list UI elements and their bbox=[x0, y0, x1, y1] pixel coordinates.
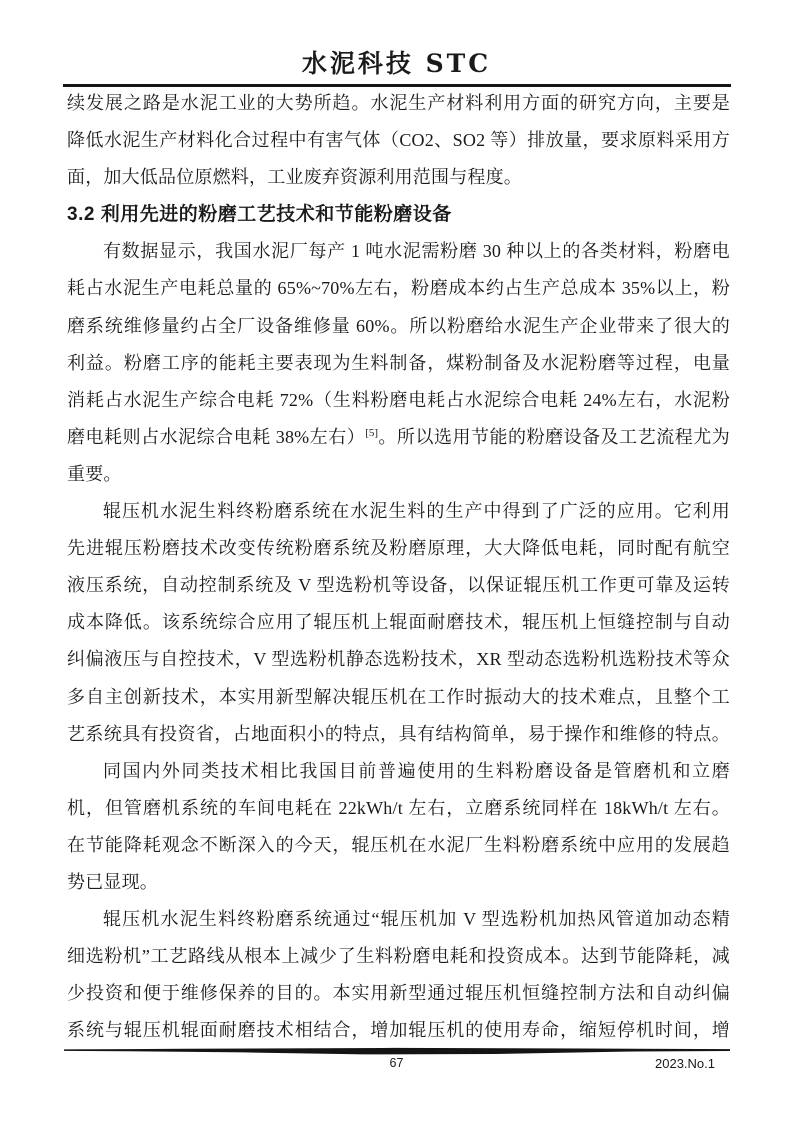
section-heading: 3.2 利用先进的粉磨工艺技术和节能粉磨设备 bbox=[67, 204, 452, 226]
body-line: 重要。 bbox=[67, 463, 122, 484]
line-text: 。所以选用节能的粉磨设备及工艺流程尤为 bbox=[378, 426, 730, 447]
body-line: 先进辊压粉磨技术改变传统粉磨系统及粉磨原理，大大降低电耗，同时配有航空 bbox=[67, 538, 730, 559]
body-line: 同国内外同类技术相比我国目前普遍使用的生料粉磨设备是管磨机和立磨 bbox=[103, 760, 730, 781]
body-line: 细选粉机”工艺路线从根本上减少了生料粉磨电耗和投资成本。达到节能降耗，减 bbox=[67, 946, 730, 967]
body-line: 纠偏液压与自控技术，V 型选粉机静态选粉技术，XR 型动态选粉机选粉技术等众 bbox=[67, 649, 730, 670]
body-line: 机，但管磨机系统的车间电耗在 22kWh/t 左右，立磨系统同样在 18kWh/t 左右。 bbox=[67, 797, 730, 818]
body-line: 少投资和便于维修保养的目的。本实用新型通过辊压机恒缝控制方法和自动纠偏 bbox=[67, 983, 730, 1004]
body-line: 势已显现。 bbox=[67, 871, 158, 892]
body-line: 有数据显示，我国水泥厂每产 1 吨水泥需粉磨 30 种以上的各类材料，粉磨电 bbox=[103, 241, 730, 262]
page-number: 67 bbox=[389, 1056, 404, 1070]
body-line: 面，加大低品位原燃料，工业废弃资源利用范围与程度。 bbox=[67, 167, 522, 188]
body-line: 消耗占水泥生产综合电耗 72%（生料粉磨电耗占水泥综合电耗 24%左右，水泥粉 bbox=[67, 389, 730, 410]
body-line: 辊压机水泥生料终粉磨系统在水泥生料的生产中得到了广泛的应用。它利用 bbox=[103, 501, 730, 522]
body-text bbox=[67, 85, 730, 1049]
reference-marker: [5] bbox=[365, 426, 379, 439]
body-line bbox=[67, 419, 730, 456]
issue-number: 2023.No.1 bbox=[655, 1056, 715, 1071]
body-line: 系统与辊压机辊面耐磨技术相结合，增加辊压机的使用寿命，缩短停机时间，增 bbox=[67, 1020, 730, 1041]
journal-title: 水泥科技 STC bbox=[301, 49, 492, 78]
body-line: 艺系统具有投资省，占地面积小的特点，具有结构简单，易于操作和维修的特点。 bbox=[67, 723, 730, 744]
body-line: 利益。粉磨工序的能耗主要表现为生料制备，煤粉制备及水泥粉磨等过程，电量 bbox=[67, 352, 730, 373]
body-line: 磨系统维修量约占全厂设备维修量 60%。所以粉磨给水泥生产企业带来了很大的 bbox=[67, 315, 730, 336]
body-line: 液压系统，自动控制系统及 V 型选粉机等设备，以保证辊压机工作更可靠及运转 bbox=[67, 575, 730, 596]
body-line: 成本降低。该系统综合应用了辊压机上辊面耐磨技术，辊压机上恒缝控制与自动 bbox=[67, 612, 730, 633]
body-line: 续发展之路是水泥工业的大势所趋。水泥生产材料利用方面的研究方向，主要是 bbox=[67, 93, 730, 113]
body-line: 在节能降耗观念不断深入的今天，辊压机在水泥厂生料粉磨系统中应用的发展趋 bbox=[67, 834, 730, 855]
body-line: 辊压机水泥生料终粉磨系统通过“辊压机加 V 型选粉机加热风管道加动态精 bbox=[103, 909, 730, 930]
line-text: 磨电耗则占水泥综合电耗 38%左右） bbox=[67, 426, 366, 447]
body-line: 耗占水泥生产电耗总量的 65%~70%左右，粉磨成本约占生产总成本 35%以上，粉 bbox=[67, 278, 730, 299]
body-line: 多自主创新技术，本实用新型解决辊压机在工作时振动大的技术难点，且整个工 bbox=[67, 686, 730, 707]
body-line: 降低水泥生产材料化合过程中有害气体（CO2、SO2 等）排放量，要求原料采用方 bbox=[67, 130, 730, 151]
